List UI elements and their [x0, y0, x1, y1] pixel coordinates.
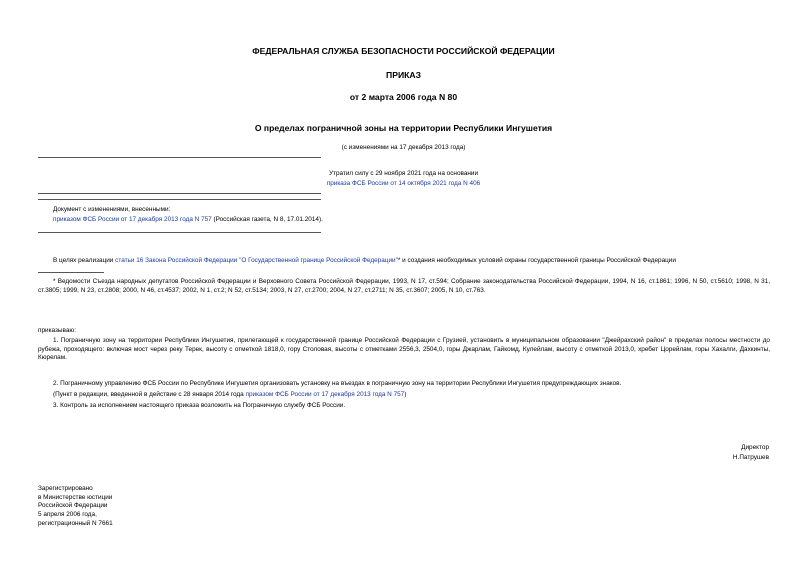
order-item-2-note-end: ) — [404, 391, 407, 398]
preamble — [53, 257, 783, 266]
order-item-2: 2. Пограничному управлению ФСБ России по Республике Ингушетия организовать установку на въездах в пограничную зону на территории Республики Ингушетия предупреждающих знаков. — [53, 380, 622, 387]
signature-name: Н.Патрушев — [732, 454, 769, 461]
status-line: Утратил силу с 29 ноября 2021 года на основании — [328, 170, 479, 177]
order-lead: приказываю: — [38, 327, 76, 334]
registration-line: в Министерстве юстиции — [38, 493, 113, 501]
status-link[interactable]: приказа ФСБ России от 14 октября 2021 года N 406 — [326, 180, 481, 187]
divider — [38, 157, 321, 158]
order-item-1: 1. Пограничную зону на территории Республики Ингушетия, прилегающей к государственной границе Российской Федерации с Грузией, установить в муниципальном образовании "Джейрахский район" в пределах полосы местности до рубежа, проходящего: включая мост через реку Терек, высоту с отметкой 1818,0, гору Столовая, высоты с отметками 2556,3, 2504,0, горы Джарлам, Гайкомд, Кулейлам, высоту с отметкой 2013,0, хребет Цорейлам, горы Хахалги, Дахкинты, Кюрелам. — [38, 337, 770, 362]
divider — [38, 199, 321, 200]
registration-line: Зарегистрировано — [38, 485, 93, 492]
registration-line: Российской Федерации — [38, 502, 108, 510]
document-title: О пределах пограничной зоны на территории Республики Ингушетия — [254, 123, 553, 133]
preamble-link[interactable]: статьи 16 Закона Российской Федерации "О Государственной границе Российской Федерации" — [115, 257, 398, 264]
order-item-2-note — [53, 391, 406, 400]
date-number: от 2 марта 2006 года N 80 — [349, 92, 458, 102]
order-item-3: 3. Контроль за исполнением настоящего приказа возложить на Пограничную службу ФСБ России. — [53, 402, 346, 409]
doc-type: ПРИКАЗ — [386, 70, 421, 80]
registration-block — [38, 485, 113, 528]
footnote-divider — [38, 272, 104, 273]
preamble-text-end: * и создания необходимых условий охраны государственной границы Российской Федерации — [397, 257, 676, 264]
registration-line: регистрационный N 7661 — [38, 519, 113, 527]
agency-heading: ФЕДЕРАЛЬНАЯ СЛУЖБА БЕЗОПАСНОСТИ РОССИЙСКОЙ ФЕДЕРАЦИИ — [252, 46, 555, 56]
registration-line: 5 апреля 2006 года, — [38, 510, 97, 518]
changes-intro: Документ с изменениями, внесенными: — [53, 206, 171, 213]
changes-link[interactable]: приказом ФСБ России от 17 декабря 2013 года N 757 — [53, 216, 212, 223]
preamble-text: В целях реализации — [53, 257, 116, 264]
signature-position: Директор — [741, 444, 769, 451]
changes-line — [53, 216, 323, 225]
changes-source: (Российская газета, N 8, 17.01.2014). — [211, 216, 323, 223]
order-item-2-note-link[interactable]: приказом ФСБ России от 17 декабря 2013 года N 757 — [245, 391, 405, 398]
order-item-2-note-text: (Пункт в редакции, введенной в действие с 28 января 2014 года — [53, 391, 246, 398]
divider — [38, 193, 321, 194]
divider — [38, 232, 321, 233]
footnote: * Ведомости Съезда народных депутатов Российской Федерации и Верховного Совета Российской Федерации, 1993, N 17, ст.594; Собрание законодательства Российской Федерации, 1994, N 16, ст.1861; 1996, N 50, ст.5610; 1998, N 31, ст.3805; 1999, N 23, ст.2808; 2000, N 46, ст.4537; 2002, N 1, ст.2; N 52, ст.5134; 2003, N 27, ст.2700; 2004, N 27, ст.2711; N 35, ст.3607; 2005, N 10, ст.763. — [38, 278, 770, 294]
amended-note: (с изменениями на 17 декабря 2013 года) — [341, 144, 466, 151]
